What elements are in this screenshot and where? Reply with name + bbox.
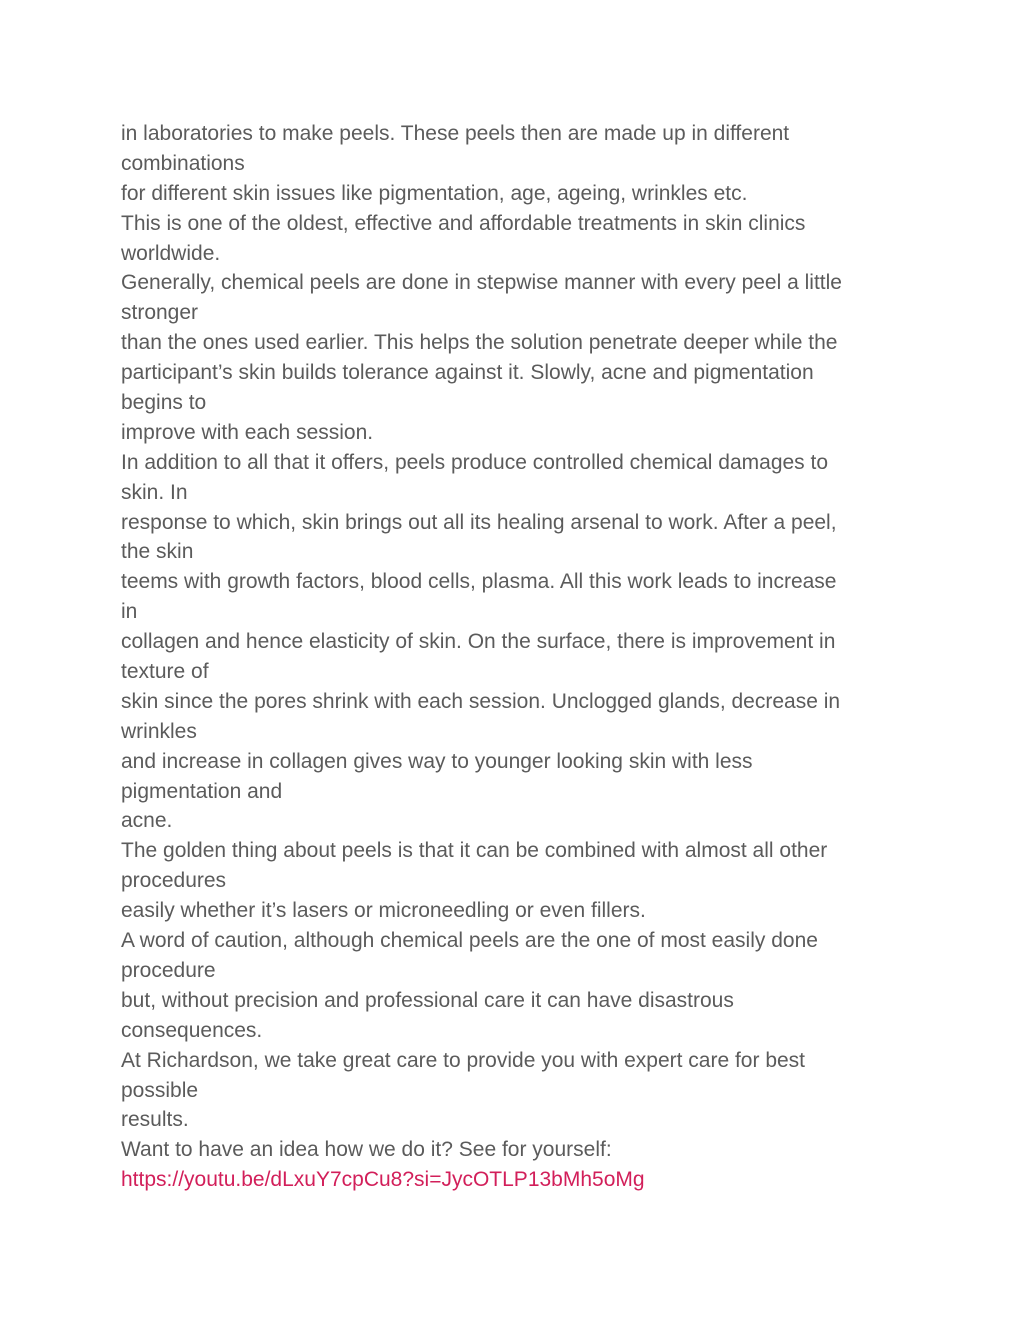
- text-line: wrinkles: [121, 719, 197, 743]
- text-line: acne.: [121, 809, 173, 833]
- text-line: than the ones used earlier. This helps the solution penetrate deeper while the: [121, 331, 838, 355]
- text-line: the skin: [121, 540, 194, 564]
- text-line: At Richardson, we take great care to provide you with expert care for best: [121, 1048, 806, 1072]
- text-line: teems with growth factors, blood cells, plasma. All this work leads to increase: [121, 570, 837, 594]
- text-line: This is one of the oldest, effective and affordable treatments in skin clinics: [121, 211, 806, 235]
- text-line: but, without precision and professional care it can have disastrous: [121, 988, 734, 1012]
- text-line: procedures: [121, 869, 227, 893]
- text-line: texture of: [121, 660, 209, 684]
- text-line: and increase in collagen gives way to younger looking skin with less: [121, 749, 753, 773]
- text-line: combinations: [121, 151, 245, 175]
- text-line: stronger: [121, 301, 199, 325]
- text-line: participant’s skin builds tolerance against it. Slowly, acne and pigmentation: [121, 361, 814, 385]
- text-line: improve with each session.: [121, 420, 374, 444]
- youtube-link[interactable]: https://youtu.be/dLxuY7cpCu8?si=JycOTLP13bMh5oMg: [121, 1168, 645, 1192]
- link-line: [121, 1165, 911, 1195]
- text-line: for different skin issues like pigmentation, age, ageing, wrinkles etc.: [121, 181, 748, 205]
- text-line: begins to: [121, 391, 207, 415]
- text-line: collagen and hence elasticity of skin. On the surface, there is improvement in: [121, 630, 836, 654]
- text-line: consequences.: [121, 1018, 263, 1042]
- text-line: pigmentation and: [121, 779, 283, 803]
- text-line: procedure: [121, 958, 216, 982]
- text-line: in: [121, 600, 138, 624]
- text-line: skin. In: [121, 480, 188, 504]
- text-line: easily whether it’s lasers or microneedling or even fillers.: [121, 899, 646, 923]
- text-line: in laboratories to make peels. These peels then are made up in different: [121, 122, 790, 145]
- text-line: A word of caution, although chemical peels are the one of most easily done: [121, 929, 818, 953]
- text-line: results.: [121, 1108, 189, 1132]
- text-line: In addition to all that it offers, peels produce controlled chemical damages to: [121, 450, 829, 474]
- text-line: The golden thing about peels is that it can be combined with almost all other: [121, 839, 828, 863]
- text-line: response to which, skin brings out all its healing arsenal to work. After a peel,: [121, 510, 837, 534]
- text-line: worldwide.: [121, 241, 221, 265]
- text-line: Generally, chemical peels are done in stepwise manner with every peel a little: [121, 271, 842, 295]
- text-line: possible: [121, 1078, 199, 1102]
- text-line: skin since the pores shrink with each session. Unclogged glands, decrease in: [121, 689, 841, 713]
- document-body: [121, 119, 911, 1195]
- text-line: Want to have an idea how we do it? See for yourself:: [121, 1138, 612, 1162]
